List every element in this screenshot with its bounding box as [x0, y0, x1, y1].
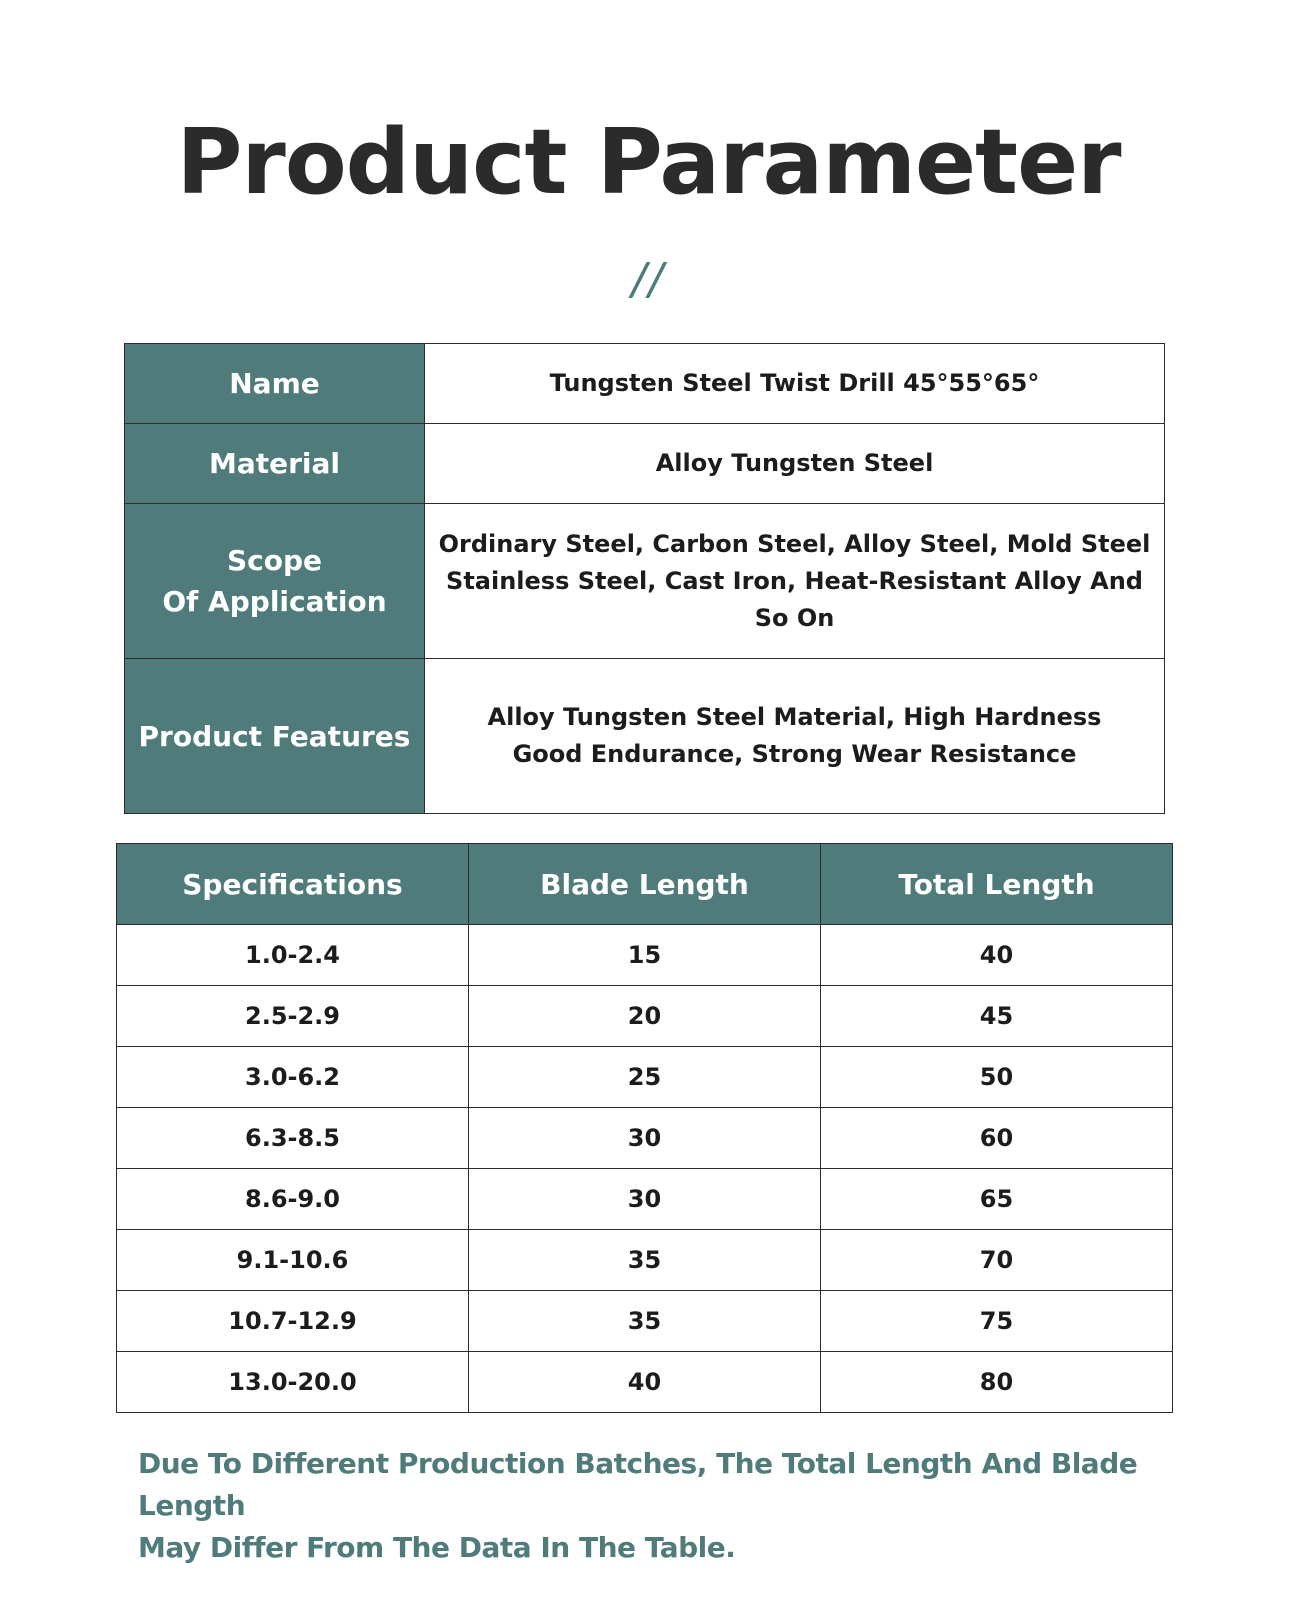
blade-length-cell: 15: [469, 925, 821, 986]
spec-header-row: [117, 844, 1173, 925]
total-length-cell: 65: [821, 1169, 1173, 1230]
param-row-scope: [125, 504, 1165, 659]
total-length-cell: 40: [821, 925, 1173, 986]
spec-cell: 10.7-12.9: [117, 1291, 469, 1352]
table-row: [117, 1352, 1173, 1413]
table-row: [117, 1291, 1173, 1352]
spec-cell: 1.0-2.4: [117, 925, 469, 986]
spec-cell: 2.5-2.9: [117, 986, 469, 1047]
parameter-table: [124, 343, 1165, 814]
disclaimer-note: [138, 1443, 1198, 1569]
param-value: [425, 504, 1165, 659]
total-length-cell: 50: [821, 1047, 1173, 1108]
table-row: [117, 925, 1173, 986]
divider-mark: //: [631, 254, 666, 305]
blade-length-cell: 20: [469, 986, 821, 1047]
param-value-text: Ordinary Steel, Carbon Steel, Alloy Steel, Mold Steel: [438, 529, 1151, 558]
param-value-text: Stainless Steel, Cast Iron, Heat-Resistant Alloy And So On: [446, 566, 1143, 632]
param-value-text: Tungsten Steel Twist Drill 45°55°65°: [549, 369, 1040, 397]
blade-length-cell: 30: [469, 1169, 821, 1230]
table-row: [117, 1047, 1173, 1108]
spec-cell: 9.1-10.6: [117, 1230, 469, 1291]
column-header: Specifications: [117, 844, 469, 925]
column-header: Blade Length: [469, 844, 821, 925]
total-length-cell: 80: [821, 1352, 1173, 1413]
param-value-text: Alloy Tungsten Steel Material, High Hardness: [487, 703, 1102, 731]
total-length-cell: 70: [821, 1230, 1173, 1291]
blade-length-cell: 35: [469, 1291, 821, 1352]
spec-cell: 13.0-20.0: [117, 1352, 469, 1413]
param-row-material: [125, 424, 1165, 504]
param-label-text: Of Application: [162, 585, 387, 618]
note-line: May Differ From The Data In The Table.: [138, 1531, 736, 1564]
spec-cell: 6.3-8.5: [117, 1108, 469, 1169]
param-label-text: Scope: [226, 544, 323, 577]
param-row-features: [125, 659, 1165, 814]
spec-cell: 8.6-9.0: [117, 1169, 469, 1230]
param-value-text: Good Endurance, Strong Wear Resistance: [512, 740, 1077, 768]
total-length-cell: 60: [821, 1108, 1173, 1169]
spec-cell: 3.0-6.2: [117, 1047, 469, 1108]
page-title: Product Parameter: [176, 110, 1121, 215]
table-row: [117, 1230, 1173, 1291]
param-value-text: Alloy Tungsten Steel: [655, 449, 934, 477]
blade-length-cell: 25: [469, 1047, 821, 1108]
column-header: Total Length: [821, 844, 1173, 925]
table-row: [117, 986, 1173, 1047]
specifications-table: [116, 843, 1173, 1413]
blade-length-cell: 30: [469, 1108, 821, 1169]
blade-length-cell: 35: [469, 1230, 821, 1291]
param-value: [425, 344, 1165, 424]
param-value: [425, 424, 1165, 504]
blade-length-cell: 40: [469, 1352, 821, 1413]
param-label: [125, 344, 425, 424]
param-value: [425, 659, 1165, 814]
param-label: [125, 504, 425, 659]
param-label: [125, 659, 425, 814]
total-length-cell: 75: [821, 1291, 1173, 1352]
table-row: [117, 1169, 1173, 1230]
table-row: [117, 1108, 1173, 1169]
param-label: [125, 424, 425, 504]
param-label-text: Product Features: [138, 719, 411, 753]
param-row-name: [125, 344, 1165, 424]
param-label-text: Name: [229, 367, 320, 400]
note-line: Due To Different Production Batches, The Total Length And Blade Length: [138, 1447, 1138, 1522]
total-length-cell: 45: [821, 986, 1173, 1047]
param-label-text: Material: [208, 447, 341, 480]
